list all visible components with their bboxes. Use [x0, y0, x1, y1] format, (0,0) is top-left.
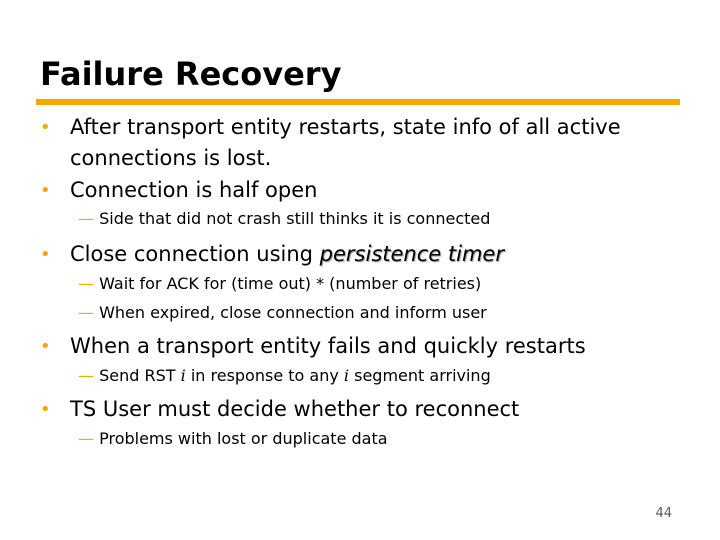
variable-i: i: [343, 366, 350, 385]
sub-bullet-item: [78, 208, 490, 230]
bullet-icon: •: [40, 336, 51, 357]
sub-bullet-item: [78, 428, 388, 450]
dash-icon: —: [78, 274, 94, 293]
dash-icon: —: [78, 209, 94, 228]
bullet-text: [70, 239, 504, 270]
persistence-timer-term: persistence timer: [319, 242, 504, 266]
sub-bullet-text: [99, 366, 491, 385]
sub-text-part: in response to any: [185, 366, 344, 385]
bullet-text-line: connections is lost.: [70, 146, 272, 170]
bullet-text: When a transport entity fails and quickly restarts: [70, 334, 586, 358]
variable-i: i: [180, 366, 186, 385]
dash-icon: —: [78, 366, 94, 385]
bullet-text: Connection is half open: [70, 178, 318, 202]
sub-bullet-text: Problems with lost or duplicate data: [99, 429, 388, 448]
sub-text-part: Send RST: [99, 366, 181, 385]
sub-text-part: segment arriving: [349, 366, 491, 385]
sub-bullet-text: Side that did not crash still thinks it is connected: [99, 209, 491, 228]
bullet-icon: •: [40, 117, 51, 138]
bullet-text-prefix: Close connection using: [70, 242, 320, 266]
bullet-icon: •: [40, 244, 51, 265]
dash-icon: —: [78, 303, 94, 322]
sub-bullet-text: When expired, close connection and inform user: [99, 303, 487, 322]
bullet-text: [70, 112, 621, 174]
sub-bullet-item: [78, 365, 491, 387]
dash-icon: —: [78, 429, 94, 448]
sub-bullet-text: Wait for ACK for (time out) * (number of retries): [99, 274, 482, 293]
sub-bullet-item: [78, 302, 487, 324]
bullet-text-line: After transport entity restarts, state info of all active: [70, 115, 621, 139]
page-number: 44: [655, 506, 672, 521]
bullet-text: TS User must decide whether to reconnect: [70, 397, 520, 421]
title-underline: [36, 99, 680, 105]
sub-bullet-item: [78, 273, 481, 295]
bullet-icon: •: [40, 399, 51, 420]
bullet-icon: •: [40, 180, 51, 201]
slide-title: Failure Recovery: [40, 55, 342, 93]
